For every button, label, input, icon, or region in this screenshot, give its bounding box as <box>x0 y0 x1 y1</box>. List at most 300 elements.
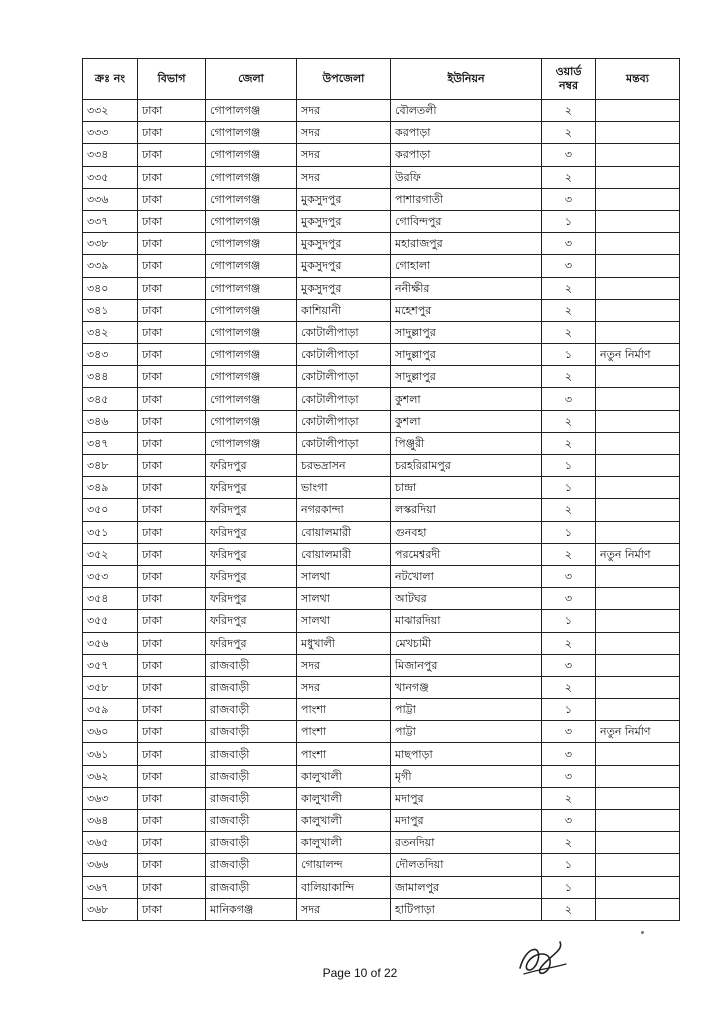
cell-division: ঢাকা <box>138 565 206 587</box>
cell-serial: ৩৪৭ <box>83 432 138 454</box>
cell-division: ঢাকা <box>138 499 206 521</box>
cell-district: গোপালগঞ্জ <box>206 166 297 188</box>
cell-serial: ৩৩৮ <box>83 233 138 255</box>
cell-remarks <box>596 743 680 765</box>
cell-division: ঢাকা <box>138 521 206 543</box>
cell-district: ফরিদপুর <box>206 499 297 521</box>
cell-upazila: কোটালীপাড়া <box>297 344 391 366</box>
cell-district: গোপালগঞ্জ <box>206 255 297 277</box>
cell-union: মদাপুর <box>391 810 542 832</box>
cell-district: ফরিদপুর <box>206 588 297 610</box>
cell-division: ঢাকা <box>138 321 206 343</box>
cell-upazila: সালথা <box>297 610 391 632</box>
cell-division: ঢাকা <box>138 676 206 698</box>
cell-district: রাজবাড়ী <box>206 832 297 854</box>
table-row <box>83 876 680 898</box>
cell-division: ঢাকা <box>138 277 206 299</box>
table-row <box>83 188 680 210</box>
table-row <box>83 299 680 321</box>
cell-division: ঢাকা <box>138 610 206 632</box>
table-row <box>83 344 680 366</box>
cell-district: গোপালগঞ্জ <box>206 432 297 454</box>
cell-union: করপাড়া <box>391 144 542 166</box>
cell-upazila: মধুখালী <box>297 632 391 654</box>
cell-district: গোপালগঞ্জ <box>206 299 297 321</box>
cell-remarks <box>596 898 680 920</box>
table-row <box>83 810 680 832</box>
cell-district: রাজবাড়ী <box>206 787 297 809</box>
cell-district: গোপালগঞ্জ <box>206 344 297 366</box>
header-division: বিভাগ <box>138 59 206 100</box>
table-row <box>83 588 680 610</box>
cell-remarks <box>596 455 680 477</box>
header-upazila: উপজেলা <box>297 59 391 100</box>
cell-district: গোপালগঞ্জ <box>206 233 297 255</box>
cell-serial: ৩৪২ <box>83 321 138 343</box>
cell-union: মহেশপুর <box>391 299 542 321</box>
cell-division: ঢাকা <box>138 876 206 898</box>
cell-union: হাটিপাড়া <box>391 898 542 920</box>
cell-division: ঢাকা <box>138 543 206 565</box>
cell-remarks <box>596 122 680 144</box>
cell-serial: ৩৩২ <box>83 100 138 122</box>
cell-remarks <box>596 632 680 654</box>
table-row <box>83 432 680 454</box>
cell-ward: ৩ <box>542 255 596 277</box>
cell-upazila: সদর <box>297 898 391 920</box>
cell-remarks <box>596 876 680 898</box>
cell-upazila: সদর <box>297 144 391 166</box>
cell-serial: ৩৪৫ <box>83 388 138 410</box>
cell-ward: ৩ <box>542 565 596 587</box>
cell-remarks <box>596 166 680 188</box>
cell-remarks <box>596 588 680 610</box>
table-row <box>83 410 680 432</box>
cell-remarks <box>596 676 680 698</box>
cell-district: গোপালগঞ্জ <box>206 122 297 144</box>
header-ward: ওয়ার্ড নম্বর <box>542 59 596 100</box>
cell-district: গোপালগঞ্জ <box>206 100 297 122</box>
cell-ward: ২ <box>542 122 596 144</box>
table-header <box>83 59 680 100</box>
cell-ward: ২ <box>542 898 596 920</box>
cell-division: ঢাকা <box>138 699 206 721</box>
cell-upazila: কোটালীপাড়া <box>297 432 391 454</box>
cell-serial: ৩৫৪ <box>83 588 138 610</box>
cell-serial: ৩৬৭ <box>83 876 138 898</box>
cell-division: ঢাকা <box>138 743 206 765</box>
cell-ward: ৩ <box>542 810 596 832</box>
cell-district: রাজবাড়ী <box>206 743 297 765</box>
cell-division: ঢাকা <box>138 166 206 188</box>
cell-remarks <box>596 432 680 454</box>
header-district: জেলা <box>206 59 297 100</box>
cell-ward: ৩ <box>542 388 596 410</box>
table-row <box>83 632 680 654</box>
cell-division: ঢাকা <box>138 255 206 277</box>
cell-district: ফরিদপুর <box>206 543 297 565</box>
cell-serial: ৩৩৩ <box>83 122 138 144</box>
cell-union: মৃগী <box>391 765 542 787</box>
cell-upazila: সদর <box>297 676 391 698</box>
table-row <box>83 455 680 477</box>
cell-union: দৌলতদিয়া <box>391 854 542 876</box>
cell-remarks <box>596 277 680 299</box>
cell-serial: ৩৩৬ <box>83 188 138 210</box>
cell-district: গোপালগঞ্জ <box>206 366 297 388</box>
cell-union: মেখচামী <box>391 632 542 654</box>
cell-upazila: বালিয়াকান্দি <box>297 876 391 898</box>
cell-ward: ১ <box>542 344 596 366</box>
table-row <box>83 699 680 721</box>
table-row <box>83 122 680 144</box>
cell-union: নটখোলা <box>391 565 542 587</box>
header-union: ইউনিয়ন <box>391 59 542 100</box>
table-row <box>83 210 680 232</box>
cell-ward: ১ <box>542 854 596 876</box>
cell-upazila: পাংশা <box>297 743 391 765</box>
cell-remarks <box>596 144 680 166</box>
cell-upazila: কালুখালী <box>297 765 391 787</box>
cell-remarks <box>596 787 680 809</box>
cell-remarks: নতুন নির্মাণ <box>596 344 680 366</box>
cell-union: রতনদিয়া <box>391 832 542 854</box>
cell-ward: ২ <box>542 100 596 122</box>
cell-serial: ৩৪০ <box>83 277 138 299</box>
cell-upazila: কোটালীপাড়া <box>297 321 391 343</box>
cell-serial: ৩৫০ <box>83 499 138 521</box>
cell-district: গোপালগঞ্জ <box>206 277 297 299</box>
cell-union: কুশলা <box>391 388 542 410</box>
cell-upazila: কালুখালী <box>297 810 391 832</box>
cell-district: গোপালগঞ্জ <box>206 388 297 410</box>
cell-remarks <box>596 499 680 521</box>
cell-serial: ৩৬৩ <box>83 787 138 809</box>
cell-ward: ১ <box>542 610 596 632</box>
cell-serial: ৩৬৫ <box>83 832 138 854</box>
cell-serial: ৩৪৯ <box>83 477 138 499</box>
table-row <box>83 787 680 809</box>
cell-upazila: নগরকান্দা <box>297 499 391 521</box>
cell-remarks <box>596 477 680 499</box>
cell-union: সাদুল্লাপুর <box>391 344 542 366</box>
cell-district: গোপালগঞ্জ <box>206 321 297 343</box>
header-serial: ক্রঃ নং <box>83 59 138 100</box>
cell-division: ঢাকা <box>138 832 206 854</box>
cell-division: ঢাকা <box>138 122 206 144</box>
cell-serial: ৩৬৪ <box>83 810 138 832</box>
table-row <box>83 477 680 499</box>
cell-division: ঢাকা <box>138 233 206 255</box>
cell-serial: ৩৪৮ <box>83 455 138 477</box>
table-row <box>83 676 680 698</box>
cell-union: পাট্টা <box>391 721 542 743</box>
cell-serial: ৩৪১ <box>83 299 138 321</box>
cell-division: ঢাকা <box>138 344 206 366</box>
cell-upazila: মুকসুদপুর <box>297 233 391 255</box>
cell-division: ঢাকা <box>138 632 206 654</box>
table-body <box>83 100 680 921</box>
cell-ward: ১ <box>542 477 596 499</box>
cell-serial: ৩৫৬ <box>83 632 138 654</box>
header-row <box>83 59 680 100</box>
cell-division: ঢাকা <box>138 854 206 876</box>
cell-ward: ২ <box>542 366 596 388</box>
cell-serial: ৩৫৫ <box>83 610 138 632</box>
table-row <box>83 321 680 343</box>
cell-union: গোবিন্দপুর <box>391 210 542 232</box>
cell-ward: ১ <box>542 876 596 898</box>
table-row <box>83 898 680 920</box>
cell-division: ঢাকা <box>138 388 206 410</box>
cell-serial: ৩৪৩ <box>83 344 138 366</box>
cell-ward: ৩ <box>542 765 596 787</box>
cell-ward: ২ <box>542 832 596 854</box>
cell-district: মানিকগঞ্জ <box>206 898 297 920</box>
cell-union: বৌলতলী <box>391 100 542 122</box>
cell-serial: ৩৬২ <box>83 765 138 787</box>
cell-union: গুনবহা <box>391 521 542 543</box>
cell-division: ঢাকা <box>138 654 206 676</box>
cell-upazila: বোয়ালমারী <box>297 543 391 565</box>
cell-remarks <box>596 810 680 832</box>
cell-remarks <box>596 188 680 210</box>
cell-upazila: কোটালীপাড়া <box>297 410 391 432</box>
table-row <box>83 765 680 787</box>
page-number: Page 10 of 22 <box>322 966 398 980</box>
cell-serial: ৩৫২ <box>83 543 138 565</box>
cell-ward: ২ <box>542 632 596 654</box>
cell-ward: ২ <box>542 432 596 454</box>
cell-district: রাজবাড়ী <box>206 721 297 743</box>
cell-serial: ৩৬৬ <box>83 854 138 876</box>
cell-ward: ২ <box>542 676 596 698</box>
cell-division: ঢাকা <box>138 210 206 232</box>
cell-remarks <box>596 255 680 277</box>
cell-upazila: কাশিয়ানী <box>297 299 391 321</box>
cell-serial: ৩৬০ <box>83 721 138 743</box>
cell-serial: ৩৫১ <box>83 521 138 543</box>
cell-division: ঢাকা <box>138 588 206 610</box>
cell-upazila: কালুখালী <box>297 832 391 854</box>
cell-district: গোপালগঞ্জ <box>206 144 297 166</box>
cell-remarks <box>596 699 680 721</box>
cell-remarks: নতুন নির্মাণ <box>596 543 680 565</box>
cell-remarks <box>596 854 680 876</box>
cell-ward: ৩ <box>542 233 596 255</box>
cell-serial: ৩৪৪ <box>83 366 138 388</box>
cell-upazila: মুকসুদপুর <box>297 188 391 210</box>
cell-remarks: নতুন নির্মাণ <box>596 721 680 743</box>
cell-division: ঢাকা <box>138 721 206 743</box>
cell-upazila: সদর <box>297 654 391 676</box>
cell-union: পরমেশ্বরদী <box>391 543 542 565</box>
cell-union: ননীক্ষীর <box>391 277 542 299</box>
cell-serial: ৩৫৭ <box>83 654 138 676</box>
cell-remarks <box>596 654 680 676</box>
cell-upazila: সালথা <box>297 565 391 587</box>
table-row <box>83 255 680 277</box>
cell-division: ঢাকা <box>138 100 206 122</box>
cell-remarks <box>596 299 680 321</box>
cell-union: জামালপুর <box>391 876 542 898</box>
cell-upazila: সদর <box>297 100 391 122</box>
cell-ward: ৩ <box>542 654 596 676</box>
cell-remarks <box>596 610 680 632</box>
cell-ward: ২ <box>542 543 596 565</box>
cell-upazila: সালথা <box>297 588 391 610</box>
table-row <box>83 366 680 388</box>
ward-list-table <box>82 58 680 921</box>
cell-union: সাদুল্লাপুর <box>391 321 542 343</box>
cell-upazila: গোয়ালন্দ <box>297 854 391 876</box>
cell-division: ঢাকা <box>138 410 206 432</box>
cell-upazila: পাংশা <box>297 721 391 743</box>
cell-ward: ১ <box>542 699 596 721</box>
cell-ward: ২ <box>542 410 596 432</box>
cell-union: মহারাজপুর <box>391 233 542 255</box>
cell-district: ফরিদপুর <box>206 632 297 654</box>
cell-serial: ৩৪৬ <box>83 410 138 432</box>
cell-ward: ৩ <box>542 721 596 743</box>
cell-division: ঢাকা <box>138 455 206 477</box>
table-row <box>83 233 680 255</box>
cell-division: ঢাকা <box>138 144 206 166</box>
cell-division: ঢাকা <box>138 432 206 454</box>
cell-ward: ১ <box>542 455 596 477</box>
cell-division: ঢাকা <box>138 477 206 499</box>
cell-union: লস্করদিয়া <box>391 499 542 521</box>
cell-upazila: পাংশা <box>297 699 391 721</box>
cell-division: ঢাকা <box>138 810 206 832</box>
cell-union: মাছপাড়া <box>391 743 542 765</box>
cell-division: ঢাকা <box>138 898 206 920</box>
cell-upazila: কোটালীপাড়া <box>297 366 391 388</box>
cell-division: ঢাকা <box>138 299 206 321</box>
cell-upazila: বোয়ালমারী <box>297 521 391 543</box>
cell-union: পাশারগাতী <box>391 188 542 210</box>
table-row <box>83 610 680 632</box>
cell-union: মাঝারদিয়া <box>391 610 542 632</box>
cell-serial: ৩৩৪ <box>83 144 138 166</box>
cell-district: ফরিদপুর <box>206 455 297 477</box>
cell-union: খানগঞ্জ <box>391 676 542 698</box>
cell-serial: ৩৫৩ <box>83 565 138 587</box>
cell-ward: ১ <box>542 210 596 232</box>
cell-ward: ২ <box>542 321 596 343</box>
cell-ward: ২ <box>542 299 596 321</box>
table-row <box>83 721 680 743</box>
cell-union: আটঘর <box>391 588 542 610</box>
cell-remarks <box>596 100 680 122</box>
cell-upazila: সদর <box>297 166 391 188</box>
cell-union: মদাপুর <box>391 787 542 809</box>
cell-union: গোহালা <box>391 255 542 277</box>
table-row <box>83 100 680 122</box>
cell-serial: ৩৫৮ <box>83 676 138 698</box>
table-row <box>83 166 680 188</box>
cell-district: রাজবাড়ী <box>206 676 297 698</box>
cell-division: ঢাকা <box>138 787 206 809</box>
cell-union: চান্দ্রা <box>391 477 542 499</box>
table-row <box>83 565 680 587</box>
cell-union: কুশলা <box>391 410 542 432</box>
cell-union: মিজানপুর <box>391 654 542 676</box>
cell-union: সাদুল্লাপুর <box>391 366 542 388</box>
cell-remarks <box>596 832 680 854</box>
cell-ward: ২ <box>542 787 596 809</box>
cell-upazila: সদর <box>297 122 391 144</box>
table-row <box>83 854 680 876</box>
cell-union: পিঞ্জুরী <box>391 432 542 454</box>
cell-ward: ৩ <box>542 144 596 166</box>
cell-district: রাজবাড়ী <box>206 810 297 832</box>
cell-remarks <box>596 410 680 432</box>
cell-district: গোপালগঞ্জ <box>206 210 297 232</box>
cell-district: ফরিদপুর <box>206 521 297 543</box>
table-row <box>83 832 680 854</box>
cell-ward: ৩ <box>542 588 596 610</box>
cell-upazila: চরভদ্রাসন <box>297 455 391 477</box>
cell-union: পাট্টা <box>391 699 542 721</box>
cell-district: ফরিদপুর <box>206 477 297 499</box>
table-row <box>83 144 680 166</box>
cell-union: করপাড়া <box>391 122 542 144</box>
cell-remarks <box>596 388 680 410</box>
cell-serial: ৩৩৭ <box>83 210 138 232</box>
cell-division: ঢাকা <box>138 765 206 787</box>
table-row <box>83 743 680 765</box>
cell-ward: ৩ <box>542 188 596 210</box>
cell-district: গোপালগঞ্জ <box>206 188 297 210</box>
cell-ward: ২ <box>542 166 596 188</box>
cell-district: গোপালগঞ্জ <box>206 410 297 432</box>
cell-district: রাজবাড়ী <box>206 699 297 721</box>
cell-district: রাজবাড়ী <box>206 765 297 787</box>
cell-ward: ২ <box>542 277 596 299</box>
cell-upazila: মুকসুদপুর <box>297 210 391 232</box>
cell-upazila: কালুখালী <box>297 787 391 809</box>
cell-serial: ৩৫৯ <box>83 699 138 721</box>
cell-division: ঢাকা <box>138 188 206 210</box>
cell-remarks <box>596 210 680 232</box>
cell-serial: ৩৬৮ <box>83 898 138 920</box>
header-remarks: মন্তব্য <box>596 59 680 100</box>
cell-district: ফরিদপুর <box>206 610 297 632</box>
cell-district: রাজবাড়ী <box>206 876 297 898</box>
cell-serial: ৩৬১ <box>83 743 138 765</box>
table-row <box>83 277 680 299</box>
cell-upazila: মুকসুদপুর <box>297 255 391 277</box>
table-row <box>83 521 680 543</box>
cell-serial: ৩৩৯ <box>83 255 138 277</box>
cell-remarks <box>596 233 680 255</box>
table-row <box>83 499 680 521</box>
cell-remarks <box>596 521 680 543</box>
cell-remarks <box>596 321 680 343</box>
table-row <box>83 654 680 676</box>
cell-remarks <box>596 765 680 787</box>
table-row <box>83 388 680 410</box>
cell-union: উরফি <box>391 166 542 188</box>
cell-remarks <box>596 565 680 587</box>
cell-upazila: মুকসুদপুর <box>297 277 391 299</box>
cell-ward: ৩ <box>542 743 596 765</box>
cell-remarks <box>596 366 680 388</box>
cell-division: ঢাকা <box>138 366 206 388</box>
cell-upazila: কোটালীপাড়া <box>297 388 391 410</box>
cell-district: ফরিদপুর <box>206 565 297 587</box>
